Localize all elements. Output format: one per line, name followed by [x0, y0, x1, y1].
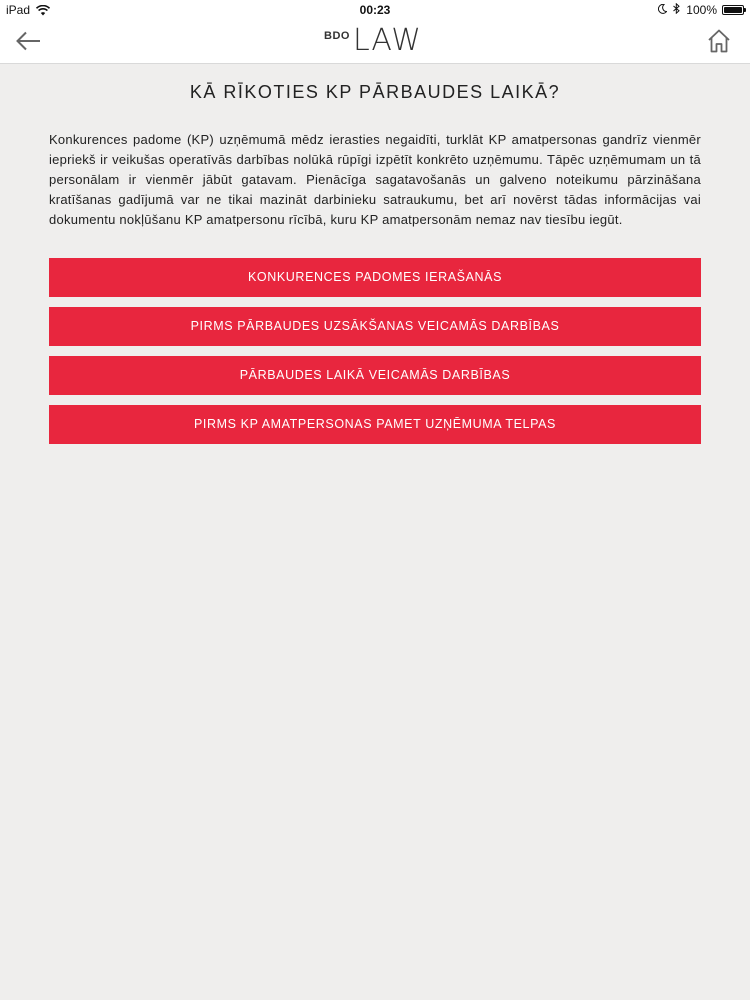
before-inspection-actions-button[interactable]: PIRMS PĀRBAUDES UZSĀKŠANAS VEICAMĀS DARBĪBAS [49, 307, 701, 346]
page-title: KĀ RĪKOTIES KP PĀRBAUDES LAIKĀ? [189, 82, 561, 102]
during-inspection-actions-button[interactable]: PĀRBAUDES LAIKĀ VEICAMĀS DARBĪBAS [49, 356, 701, 395]
competition-council-arrival-button[interactable]: KONKURENCES PADOMES IERAŠANĀS [49, 258, 701, 297]
logo-law: LAW [352, 23, 422, 58]
battery-icon [722, 5, 744, 15]
status-bar [0, 0, 750, 20]
back-button[interactable] [14, 28, 44, 54]
action-buttons [49, 258, 701, 444]
status-time: 00:23 [359, 3, 391, 17]
moon-icon [658, 3, 667, 17]
back-arrow-icon [14, 41, 44, 58]
home-button[interactable] [706, 28, 732, 54]
nav-bar [0, 20, 750, 64]
status-right [658, 3, 744, 17]
battery-percentage: 100% [686, 3, 717, 17]
bdo-law-logo [324, 23, 422, 58]
logo-bdo: BDO [324, 30, 350, 42]
home-icon [706, 41, 732, 58]
bluetooth-icon [673, 3, 680, 17]
intro-paragraph: Konkurences padome (KP) uzņēmumā mēdz ierasties negaidīti, turklāt KP amatpersonas gandrīz vienmēr iepriekš ir veikušas operatīvās darbības nolūkā rūpīgi izpētīt konkrēto uzņēmumu. Tāpēc uzņēmumam un tā personālam ir vienmēr jābūt gatavam. Pienācīga sagatavošanās un galveno noteikumu pārzināšana kratīšanas gadījumā var ne tikai mazināt darbinieku satraukumu, bet arī novērst tādas informācijas vai dokumentu nokļūšanu KP amatpersonu rīcībā, kuru KP amatpersonām nemaz nav tiesību iegūt. [49, 132, 701, 227]
before-officials-leave-button[interactable]: PIRMS KP AMATPERSONAS PAMET UZŅĒMUMA TELPAS [49, 405, 701, 444]
device-name: iPad [6, 3, 31, 17]
main-content [49, 64, 701, 454]
